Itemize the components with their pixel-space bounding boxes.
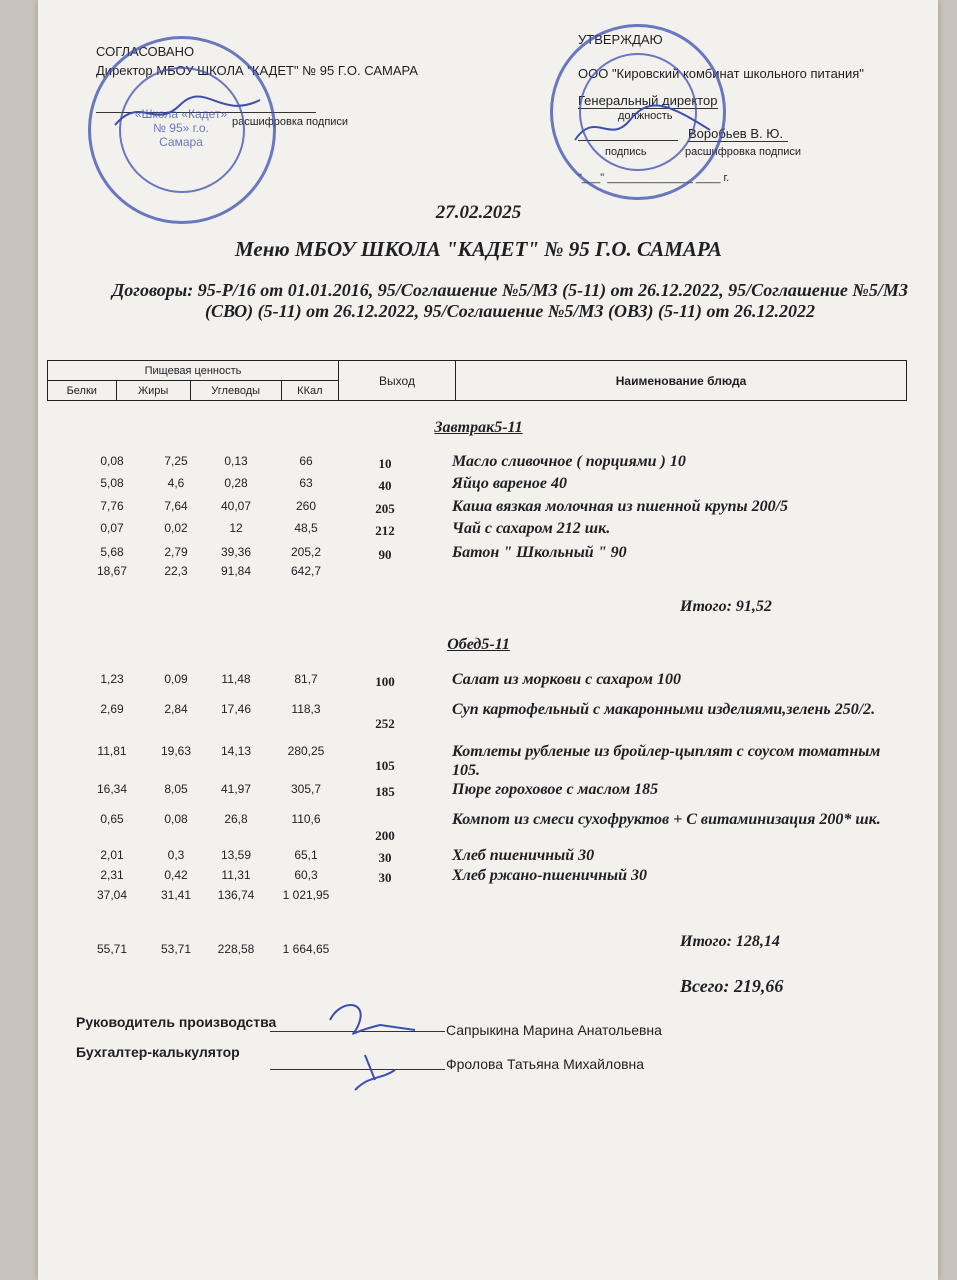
- dish-name: Батон " Школьный " 90: [452, 544, 627, 561]
- breakfast-total: Итого: 91,52: [680, 598, 772, 615]
- grand-total: Всего: 219,66: [680, 976, 784, 996]
- fats-cell: 4,6: [167, 476, 185, 490]
- menu-table-header: [47, 360, 907, 401]
- output-header: Выход: [339, 361, 456, 401]
- fats-cell: 19,63: [160, 744, 192, 758]
- breakfast-sum-f: 22,3: [164, 564, 188, 578]
- grand-sum-p: 55,71: [96, 942, 128, 956]
- proteins-cell: 0,07: [100, 521, 124, 535]
- kcal-cell: 110,6: [291, 812, 321, 826]
- lunch-sum-p: 37,04: [96, 888, 128, 902]
- fats-cell: 2,84: [164, 702, 188, 716]
- contracts-text: Договоры: 95-Р/16 от 01.01.2016, 95/Соглашение №5/МЗ (5-11) от 26.12.2022, 95/Соглашение №5/МЗ (СВО) (5-11) от 26.12.2022, 95/Соглашение №5/МЗ (ОВЗ) (5-11) от 26.12.2022: [112, 280, 908, 321]
- nutrition-header: Пищевая ценность: [48, 361, 339, 381]
- kcal-cell: 65,1: [294, 848, 318, 862]
- proteins-cell: 2,01: [100, 848, 124, 862]
- grand-sum-f: 53,71: [160, 942, 192, 956]
- carbs-cell: 40,07: [220, 499, 252, 513]
- kcal-cell: 60,3: [294, 868, 318, 882]
- approval-right-organization: ООО "Кировский комбинат школьного питания": [578, 66, 864, 81]
- output-cell: 100: [375, 674, 395, 689]
- fats-cell: 0,09: [164, 672, 188, 686]
- proteins-cell: 0,08: [100, 454, 124, 468]
- output-cell: 205: [375, 501, 395, 516]
- output-cell: 200: [375, 828, 395, 843]
- output-cell: 10: [378, 456, 392, 471]
- sign-caption: подпись: [605, 146, 647, 158]
- lunch-sum-f: 31,41: [160, 888, 192, 902]
- fats-cell: 0,3: [167, 848, 185, 862]
- dish-name: Масло сливочное ( порциями ) 10: [452, 453, 686, 470]
- kcal-cell: 205,2: [290, 545, 322, 559]
- director-signature: [110, 90, 270, 140]
- breakfast-title: Завтрак5-11: [434, 419, 523, 436]
- output-cell: 105: [375, 758, 395, 773]
- fats-cell: 0,08: [164, 812, 188, 826]
- dish-name: Чай с сахаром 212 шк.: [452, 520, 611, 537]
- proteins-cell: 7,76: [100, 499, 124, 513]
- menu-date: 27.02.2025: [435, 202, 522, 223]
- kcal-cell: 118,3: [291, 702, 321, 716]
- position-caption: должность: [618, 110, 673, 122]
- output-cell: 185: [375, 784, 395, 799]
- kcal-cell: 305,7: [290, 782, 322, 796]
- kcal-cell: 63: [299, 476, 313, 490]
- proteins-header: Белки: [48, 381, 117, 401]
- carbs-header: Углеводы: [190, 381, 281, 401]
- kcal-cell: 81,7: [294, 672, 318, 686]
- output-cell: 30: [378, 870, 392, 885]
- kcal-header: ККал: [281, 381, 338, 401]
- carbs-cell: 41,97: [220, 782, 252, 796]
- accountant-title: Бухгалтер-калькулятор: [76, 1044, 240, 1060]
- output-cell: 252: [375, 716, 395, 731]
- lunch-sum-c: 136,74: [217, 888, 255, 902]
- carbs-cell: 17,46: [220, 702, 252, 716]
- kcal-cell: 66: [299, 454, 313, 468]
- accountant-name: Фролова Татьяна Михайловна: [446, 1056, 645, 1072]
- carbs-cell: 26,8: [224, 812, 248, 826]
- carbs-cell: 14,13: [220, 744, 252, 758]
- dish-name: Пюре гороховое с маслом 185: [452, 781, 659, 798]
- carbs-cell: 13,59: [220, 848, 252, 862]
- lunch-total: Итого: 128,14: [680, 933, 780, 950]
- lunch-sum-k: 1 021,95: [282, 888, 330, 902]
- fats-cell: 7,25: [164, 454, 188, 468]
- head-signature: [320, 995, 430, 1040]
- kcal-cell: 48,5: [294, 521, 318, 535]
- fats-header: Жиры: [116, 381, 190, 401]
- approval-left-heading: СОГЛАСОВАНО: [96, 44, 195, 59]
- approval-left-position: Директор МБОУ ШКОЛА "КАДЕТ" № 95 Г.О. САМАРА: [96, 63, 418, 78]
- grand-sum-k: 1 664,65: [282, 942, 330, 956]
- proteins-cell: 2,31: [100, 868, 124, 882]
- output-cell: 212: [375, 523, 395, 538]
- approval-right-signer: Воробьев В. Ю.: [688, 126, 788, 142]
- breakfast-sum-c: 91,84: [220, 564, 252, 578]
- decode-caption: расшифровка подписи: [685, 146, 802, 158]
- proteins-cell: 2,69: [100, 702, 124, 716]
- fats-cell: 0,42: [164, 868, 188, 882]
- proteins-cell: 16,34: [96, 782, 128, 796]
- dish-name: Каша вязкая молочная из пшенной крупы 200/5: [452, 498, 789, 515]
- fats-cell: 7,64: [164, 499, 188, 513]
- proteins-cell: 11,81: [97, 744, 127, 758]
- grand-sum-c: 228,58: [217, 942, 255, 956]
- general-director-signature: [570, 100, 720, 150]
- proteins-cell: 5,08: [100, 476, 124, 490]
- page-title: Меню МБОУ ШКОЛА "КАДЕТ" № 95 Г.О. САМАРА: [235, 237, 722, 261]
- carbs-cell: 11,31: [221, 868, 251, 882]
- breakfast-sum-k: 642,7: [290, 564, 322, 578]
- accountant-signature: [345, 1050, 405, 1095]
- dish-name: Яйцо вареное 40: [452, 475, 567, 492]
- lunch-title: Обед5-11: [447, 636, 510, 653]
- proteins-cell: 5,68: [100, 545, 124, 559]
- dish-name: Котлеты рубленые из бройлер-цыплят с соусом томатным 105.: [452, 743, 881, 779]
- date-line: "___" ______________ ____ г.: [578, 172, 730, 184]
- carbs-cell: 0,28: [224, 476, 248, 490]
- fats-cell: 0,02: [164, 521, 188, 535]
- output-cell: 40: [378, 478, 392, 493]
- proteins-cell: 1,23: [100, 672, 124, 686]
- approval-right-heading: УТВЕРЖДАЮ: [578, 32, 663, 47]
- carbs-cell: 11,48: [221, 672, 251, 686]
- breakfast-sum-p: 18,67: [96, 564, 128, 578]
- fats-cell: 8,05: [164, 782, 188, 796]
- dish-name: Компот из смеси сухофруктов + С витаминизация 200* шк.: [452, 811, 881, 828]
- head-title: Руководитель производства: [76, 1014, 277, 1030]
- head-name: Сапрыкина Марина Анатольевна: [446, 1022, 662, 1038]
- signature-caption: расшифровка подписи: [232, 116, 349, 128]
- carbs-cell: 39,36: [220, 545, 252, 559]
- dish-name: Суп картофельный с макаронными изделиями,зелень 250/2.: [452, 701, 876, 718]
- approval-right-position: Генеральный директор: [578, 93, 718, 108]
- dish-name: Хлеб пшеничный 30: [452, 847, 595, 864]
- dish-name: Хлеб ржано-пшеничный 30: [452, 867, 647, 884]
- dish-name-header: Наименование блюда: [456, 361, 907, 401]
- carbs-cell: 0,13: [224, 454, 248, 468]
- fats-cell: 2,79: [164, 545, 188, 559]
- dish-name: Салат из моркови с сахаром 100: [452, 671, 682, 688]
- output-cell: 90: [378, 547, 392, 562]
- kcal-cell: 260: [295, 499, 317, 513]
- carbs-cell: 12: [229, 521, 243, 535]
- stamp-text: «Школа «Кадет» № 95» г.о. Самара: [134, 107, 228, 149]
- proteins-cell: 0,65: [100, 812, 124, 826]
- kcal-cell: 280,25: [287, 744, 325, 758]
- output-cell: 30: [378, 850, 392, 865]
